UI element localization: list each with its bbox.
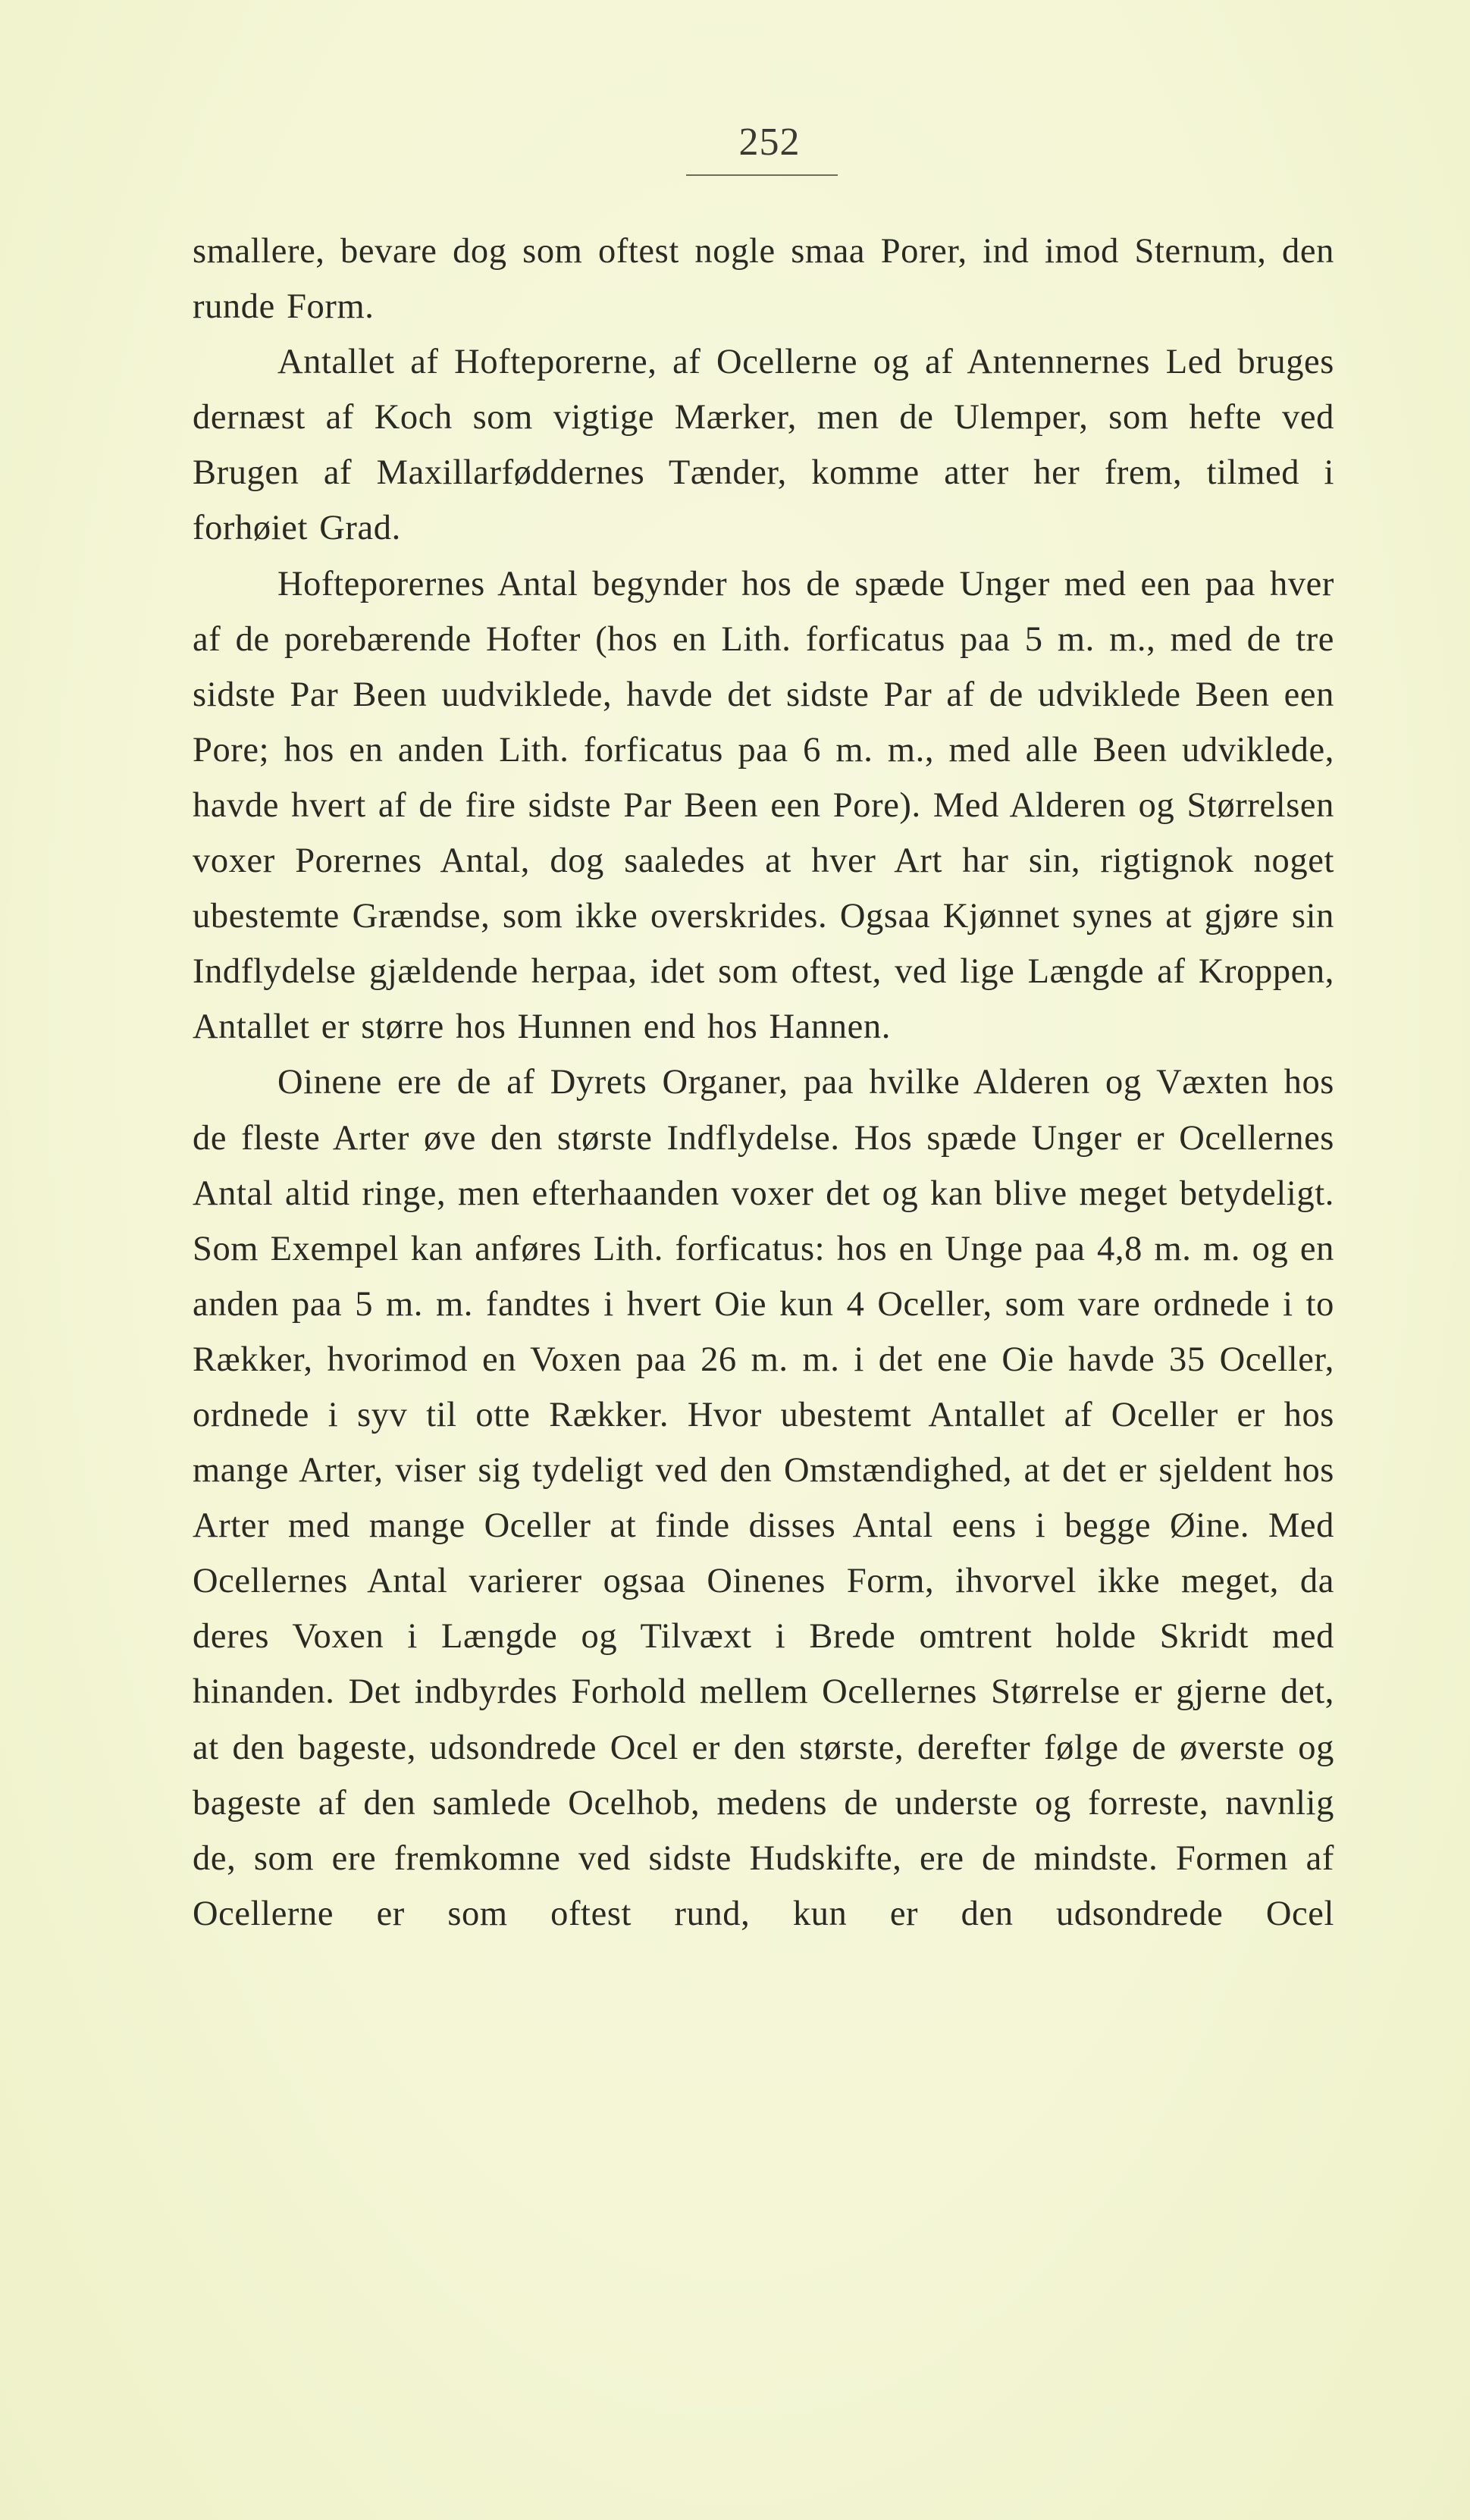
- paragraph-hofteporerne: Antallet af Hofteporerne, af Ocellerne og af Antennernes Led bruges dernæst af Koch som vigtige Mærker, men de Ulemper, som hefte ved Brugen af Maxillarføddernes Tænder, komme atter her frem, tilmed i forhøiet Grad.: [193, 343, 1334, 548]
- page-number: 252: [738, 121, 801, 164]
- paragraph-continuation: smallere, bevare dog som oftest nogle smaa Porer, ind imod Sternum, den runde Form.: [193, 232, 1334, 327]
- body-text: [193, 224, 1334, 1942]
- page-number-underline: [686, 174, 838, 176]
- paragraph-hofteporernes-antal: Hofteporernes Antal begynder hos de spæde Unger med een paa hver af de porebærende Hofter (hos en Lith. forficatus paa 5 m. m., med de tre sidste Par Been uudviklede, havde det sidste Par af de udviklede Been een Pore; hos en anden Lith. forficatus paa 6 m. m., med alle Been udviklede, havde hvert af de fire sidste Par Been een Pore). Med Alderen og Størrelsen voxer Porernes Antal, dog saaledes at hver Art har sin, rigtignok noget ubestemte Grændse, som ikke overskrides. Ogsaa Kjønnet synes at gjøre sin Indflydelse gjældende herpaa, idet som oftest, ved lige Længde af Kroppen, Antallet er større hos Hunnen end hos Hannen.: [193, 564, 1334, 1047]
- paragraph-oinene: Oinene ere de af Dyrets Organer, paa hvilke Alderen og Væxten hos de fleste Arter øve den største Indflydelse. Hos spæde Unger er Ocellernes Antal altid ringe, men efterhaanden voxer det og kan blive meget betydeligt. Som Exempel kan anføres Lith. forficatus: hos en Unge paa 4,8 m. m. og en anden paa 5 m. m. fandtes i hvert Oie kun 4 Oceller, som vare ordnede i to Rækker, hvorimod en Voxen paa 26 m. m. i det ene Oie havde 35 Oceller, ordnede i syv til otte Rækker. Hvor ubestemt Antallet af Oceller er hos mange Arter, viser sig tydeligt ved den Omstændighed, at det er sjeldent hos Arter med mange Oceller at finde disses Antal eens i begge Øine. Med Ocellernes Antal varierer ogsaa Oinenes Form, ihvorvel ikke meget, da deres Voxen i Længde og Tilvæxt i Brede omtrent holde Skridt med hinanden. Det indbyrdes Forhold mellem Ocellernes Størrelse er gjerne det, at den bageste, udsondrede Ocel er den største, derefter følge de øverste og bageste af den samlede Ocelhob, medens de underste og forreste, navnlig de, som ere fremkomne ved sidste Hudskifte, ere de mindste. Formen af Ocellerne er som oftest rund, kun er den udsondrede Ocel: [193, 1063, 1334, 1933]
